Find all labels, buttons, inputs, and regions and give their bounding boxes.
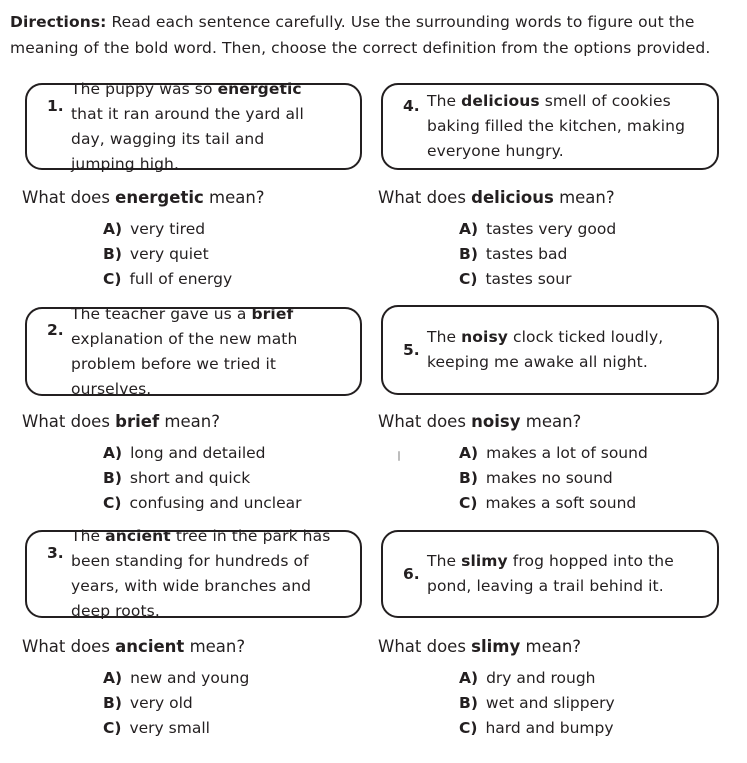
option-letter: C) [103, 270, 122, 288]
question-number: 4. [403, 97, 420, 115]
option-b [103, 242, 373, 267]
directions-label: Directions: [10, 13, 107, 31]
directions-text [10, 9, 742, 61]
question-number: 2. [47, 321, 64, 339]
option-text: tastes very good [486, 220, 617, 238]
option-letter: C) [459, 719, 478, 737]
option-letter: B) [459, 694, 478, 712]
question-number: 3. [47, 544, 64, 562]
question-prompt: What does delicious mean? [378, 188, 615, 207]
option-text: hard and bumpy [485, 719, 614, 737]
option-letter: A) [103, 220, 123, 238]
question-number: 5. [403, 340, 420, 359]
sentence-text: The ancient tree in the park has been standing for hundreds of years, with wide branches and deep roots. [71, 527, 331, 620]
options-list [103, 666, 373, 741]
sentence-box-1 [25, 79, 362, 173]
option-text: short and quick [129, 469, 251, 487]
option-c [103, 716, 373, 741]
option-letter: A) [103, 444, 123, 462]
option-a [459, 441, 729, 466]
question-prompt: What does noisy mean? [378, 412, 582, 431]
option-letter: B) [103, 694, 122, 712]
option-c [459, 716, 729, 741]
option-a [103, 666, 373, 691]
option-text: tastes sour [485, 270, 572, 288]
option-letter: B) [103, 469, 122, 487]
option-letter: A) [459, 669, 479, 687]
sentence-text: The puppy was so energetic that it ran around the yard all day, wagging its tail and jumping high. [71, 79, 304, 173]
sentence-box-3 [25, 527, 362, 620]
options-list [103, 441, 373, 516]
option-b [103, 466, 373, 491]
question-number: 1. [47, 97, 64, 115]
sentence-box-6 [381, 530, 719, 618]
option-text: long and detailed [130, 444, 266, 462]
question-prompt: What does energetic mean? [22, 188, 265, 207]
option-text: dry and rough [486, 669, 596, 687]
option-text: makes a lot of sound [486, 444, 648, 462]
option-a [459, 217, 729, 242]
sentence-text: The slimy frog hopped into the pond, leaving a trail behind it. [427, 552, 674, 595]
question-prompt: What does ancient mean? [22, 637, 246, 656]
option-text: very small [129, 719, 210, 737]
option-a [103, 441, 373, 466]
option-a [459, 666, 729, 691]
option-b [459, 691, 729, 716]
option-c [103, 267, 373, 292]
option-text: makes a soft sound [485, 494, 637, 512]
options-list [103, 217, 373, 292]
option-c [459, 267, 729, 292]
option-letter: B) [103, 245, 122, 263]
option-text: full of energy [129, 270, 233, 288]
sentence-box-4 [381, 83, 719, 170]
option-text: confusing and unclear [129, 494, 302, 512]
option-letter: C) [459, 270, 478, 288]
sentence-text: The delicious smell of cookies baking filled the kitchen, making everyone hungry. [427, 92, 686, 160]
option-a [103, 217, 373, 242]
sentence-text: The noisy clock ticked loudly, keeping me awake all night. [427, 328, 664, 371]
scan-artifact-mark [398, 451, 400, 461]
option-c [103, 491, 373, 516]
option-letter: A) [103, 669, 123, 687]
option-text: makes no sound [485, 469, 613, 487]
option-letter: B) [459, 245, 478, 263]
option-text: new and young [130, 669, 250, 687]
option-text: very tired [130, 220, 206, 238]
option-letter: A) [459, 444, 479, 462]
sentence-box-2 [25, 304, 362, 398]
option-text: wet and slippery [485, 694, 615, 712]
option-letter: A) [459, 220, 479, 238]
option-b [459, 466, 729, 491]
option-letter: C) [103, 719, 122, 737]
option-letter: B) [459, 469, 478, 487]
question-prompt: What does slimy mean? [378, 637, 582, 656]
option-b [103, 691, 373, 716]
sentence-box-5 [381, 305, 719, 395]
option-c [459, 491, 729, 516]
option-text: tastes bad [485, 245, 568, 263]
options-list [459, 217, 729, 292]
question-prompt: What does brief mean? [22, 412, 220, 431]
question-number: 6. [403, 564, 420, 583]
directions-body: Read each sentence carefully. Use the surrounding words to figure out the meaning of the bold word. Then, choose the correct definition from the options provided. [10, 13, 711, 57]
option-text: very quiet [129, 245, 209, 263]
option-letter: C) [459, 494, 478, 512]
option-text: very old [129, 694, 193, 712]
option-b [459, 242, 729, 267]
options-list [459, 666, 729, 741]
option-letter: C) [103, 494, 122, 512]
options-list [459, 441, 729, 516]
sentence-text: The teacher gave us a brief explanation of the new math problem before we tried it ourselves. [71, 304, 298, 398]
